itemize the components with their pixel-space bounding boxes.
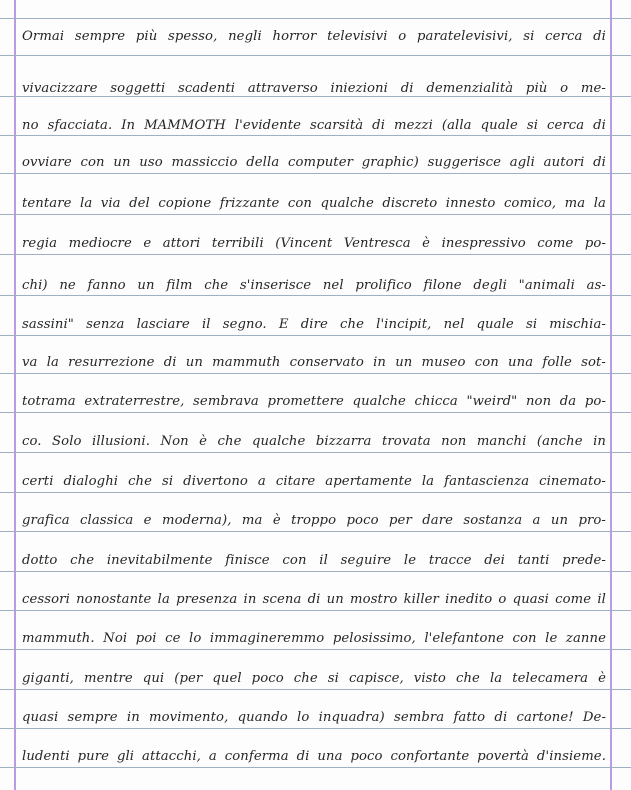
ruled-line bbox=[0, 373, 631, 374]
text-line: ovviare con un uso massiccio della computer graphic) suggerisce agli autori di bbox=[22, 155, 606, 170]
text-line: tentare la via del copione frizzante con qualche discreto innesto comico, ma la bbox=[22, 196, 606, 211]
text-line: no sfacciata. In MAMMOTH l'evidente scarsità di mezzi (alla quale si cerca di bbox=[22, 118, 606, 133]
ruled-line bbox=[0, 610, 631, 611]
ruled-line bbox=[0, 531, 631, 532]
text-line: totrama extraterrestre, sembrava promettere qualche chicca "weird" non da po- bbox=[22, 394, 606, 409]
text-line: va la resurrezione di un mammuth conservato in un museo con una folle sot- bbox=[22, 355, 606, 370]
ruled-line bbox=[0, 335, 631, 336]
ruled-line bbox=[0, 767, 631, 768]
text-line: ludenti pure gli attacchi, a conferma di una poco confortante povertà d'insieme. bbox=[22, 749, 606, 764]
text-line: sassini" senza lasciare il segno. E dire che l'incipit, nel quale si mischia- bbox=[22, 317, 606, 332]
ruled-line bbox=[0, 649, 631, 650]
ruled-line bbox=[0, 492, 631, 493]
text-line: chi) ne fanno un film che s'inserisce nel prolifico filone degli "animali as- bbox=[22, 278, 606, 293]
ruled-line bbox=[0, 18, 631, 19]
text-line: certi dialoghi che si divertono a citare apertamente la fantascienza cinemato- bbox=[22, 474, 606, 489]
ruled-line bbox=[0, 55, 631, 56]
ruled-line bbox=[0, 571, 631, 572]
text-line: mammuth. Noi poi ce lo immagineremmo pelosissimo, l'elefantone con le zanne bbox=[22, 631, 606, 646]
ruled-line bbox=[0, 689, 631, 690]
ruled-line bbox=[0, 295, 631, 296]
ruled-line bbox=[0, 135, 631, 136]
ruled-line bbox=[0, 254, 631, 255]
ruled-line bbox=[0, 173, 631, 174]
text-line: grafica classica e moderna), ma è troppo poco per dare sostanza a un pro- bbox=[22, 513, 606, 528]
text-line: giganti, mentre qui (per quel poco che si capisce, visto che la telecamera è bbox=[22, 671, 606, 686]
text-line: cessori nonostante la presenza in scena di un mostro killer inedito o quasi come il bbox=[22, 592, 606, 607]
ruled-line bbox=[0, 728, 631, 729]
ruled-line bbox=[0, 452, 631, 453]
left-margin-line bbox=[14, 0, 16, 790]
text-line: dotto che inevitabilmente finisce con il seguire le tracce dei tanti prede- bbox=[22, 553, 606, 568]
ruled-line bbox=[0, 214, 631, 215]
text-line: co. Solo illusioni. Non è che qualche bizzarra trovata non manchi (anche in bbox=[22, 434, 606, 449]
ruled-line bbox=[0, 412, 631, 413]
text-line: vivacizzare soggetti scadenti attraverso iniezioni di demenzialità più o me- bbox=[22, 81, 606, 96]
text-line: quasi sempre in movimento, quando lo inquadra) sembra fatto di cartone! De- bbox=[22, 710, 606, 725]
text-line: Ormai sempre più spesso, negli horror televisivi o paratelevisivi, si cerca di bbox=[22, 29, 606, 44]
right-margin-line bbox=[610, 0, 612, 790]
text-line: regia mediocre e attori terribili (Vincent Ventresca è inespressivo come po- bbox=[22, 236, 606, 251]
